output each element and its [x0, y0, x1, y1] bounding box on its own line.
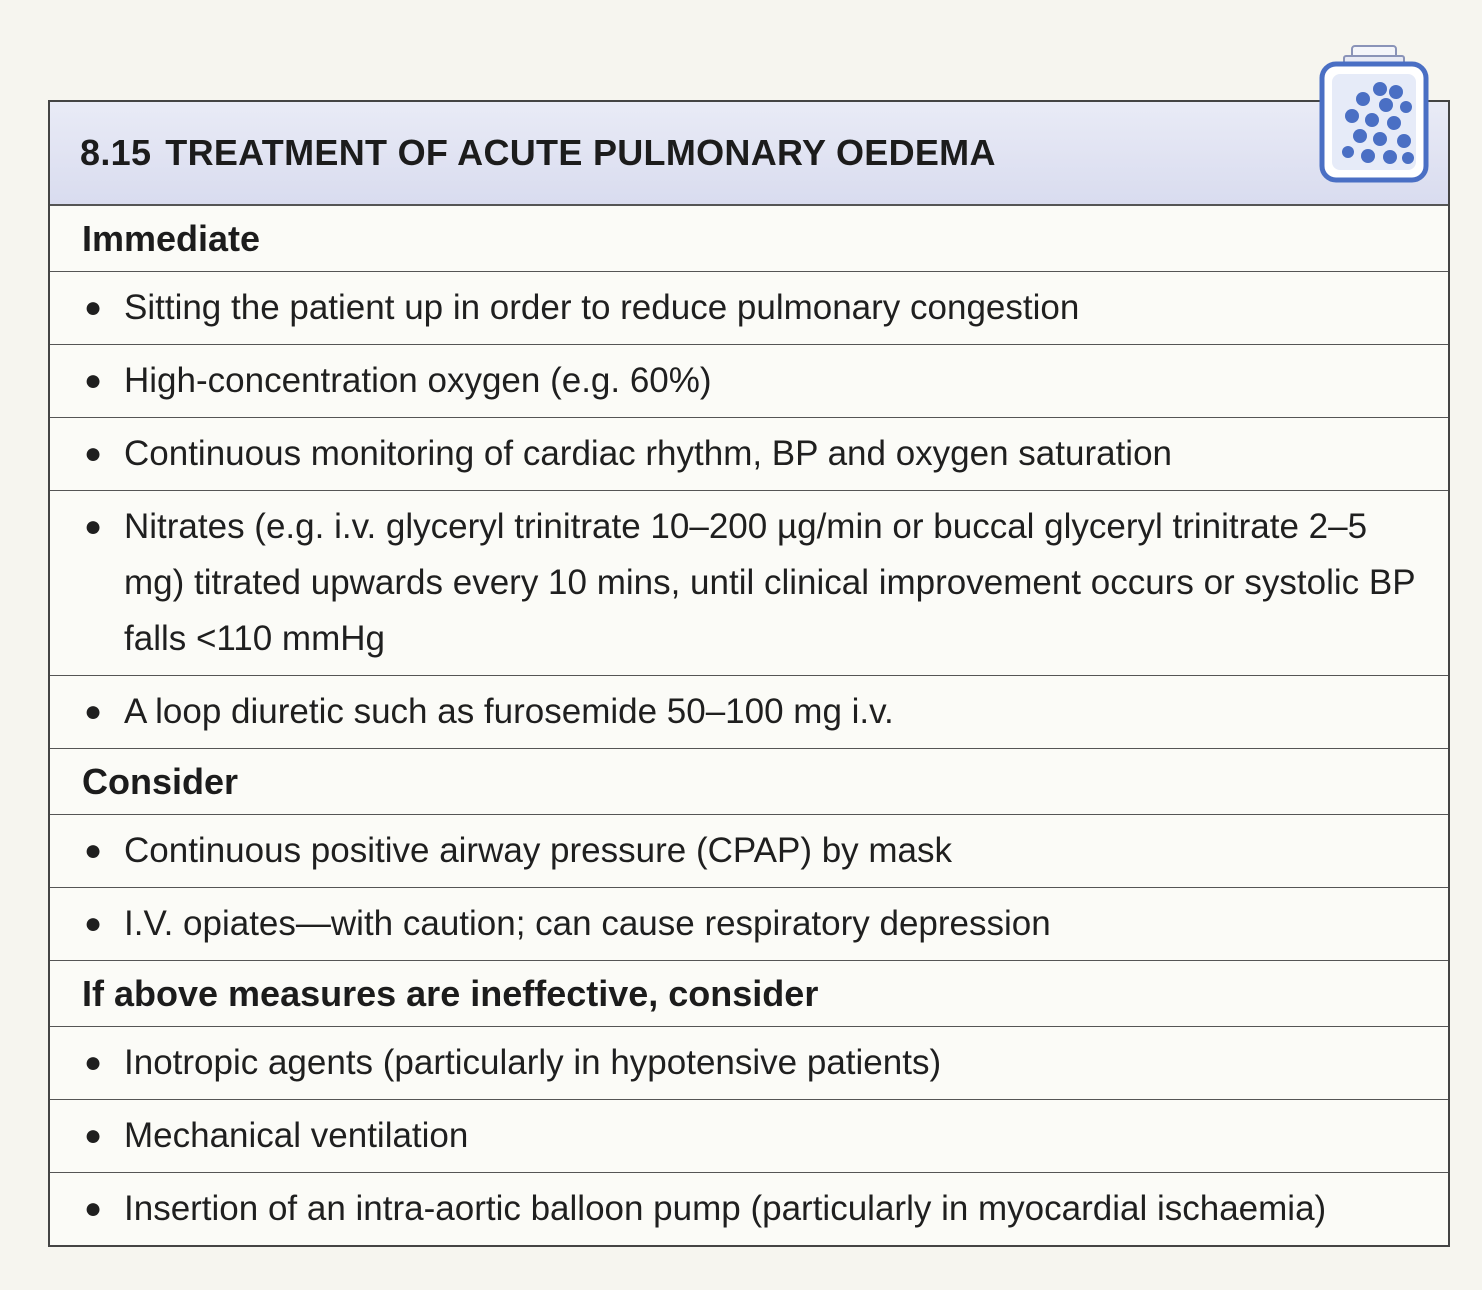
box-title [80, 132, 996, 174]
list-item [50, 345, 1448, 418]
bullet-icon: ● [84, 291, 103, 324]
section-heading-consider: Consider [50, 749, 1448, 815]
section-heading-if-ineffective: If above measures are ineffective, consider [50, 961, 1448, 1027]
list-item-text: Continuous positive airway pressure (CPAP) by mask [124, 831, 953, 870]
section-heading-immediate: Immediate [50, 206, 1448, 272]
pill-jar-icon [1318, 44, 1430, 184]
bullet-icon: ● [84, 364, 103, 397]
list-item-text: I.V. opiates—with caution; can cause respiratory depression [124, 904, 1051, 943]
list-item [50, 1173, 1448, 1245]
list-item [50, 676, 1448, 749]
bullet-icon: ● [84, 907, 103, 940]
treatment-box [48, 100, 1450, 1247]
list-item [50, 272, 1448, 345]
bullet-icon: ● [84, 1192, 103, 1225]
list-item-text: A loop diuretic such as furosemide 50–100 mg i.v. [124, 692, 894, 731]
list-item-text: Inotropic agents (particularly in hypotensive patients) [124, 1043, 942, 1082]
bullet-icon: ● [84, 437, 103, 470]
list-item-text: Insertion of an intra-aortic balloon pump (particularly in myocardial ischaemia) [124, 1189, 1327, 1228]
box-header [50, 102, 1448, 206]
list-item [50, 491, 1448, 676]
list-item [50, 815, 1448, 888]
list-item-text: Sitting the patient up in order to reduce pulmonary congestion [124, 288, 1080, 327]
list-item-text: Nitrates (e.g. i.v. glyceryl trinitrate 10–200 µg/min or buccal glyceryl trinitrate 2–5 mg) titrated upwards every 10 mins, until clinical improvement occurs or systolic BP falls <110 mmHg [124, 507, 1415, 658]
list-item [50, 1027, 1448, 1100]
bullet-icon: ● [84, 510, 103, 543]
bullet-icon: ● [84, 695, 103, 728]
list-item [50, 1100, 1448, 1173]
list-item-text: Mechanical ventilation [124, 1116, 469, 1155]
bullet-icon: ● [84, 834, 103, 867]
box-title-text: TREATMENT OF ACUTE PULMONARY OEDEMA [165, 132, 996, 173]
list-item [50, 888, 1448, 961]
list-item-text: High-concentration oxygen (e.g. 60%) [124, 361, 712, 400]
bullet-icon: ● [84, 1119, 103, 1152]
list-item [50, 418, 1448, 491]
list-item-text: Continuous monitoring of cardiac rhythm, BP and oxygen saturation [124, 434, 1173, 473]
bullet-icon: ● [84, 1046, 103, 1079]
box-number: 8.15 [80, 132, 152, 173]
